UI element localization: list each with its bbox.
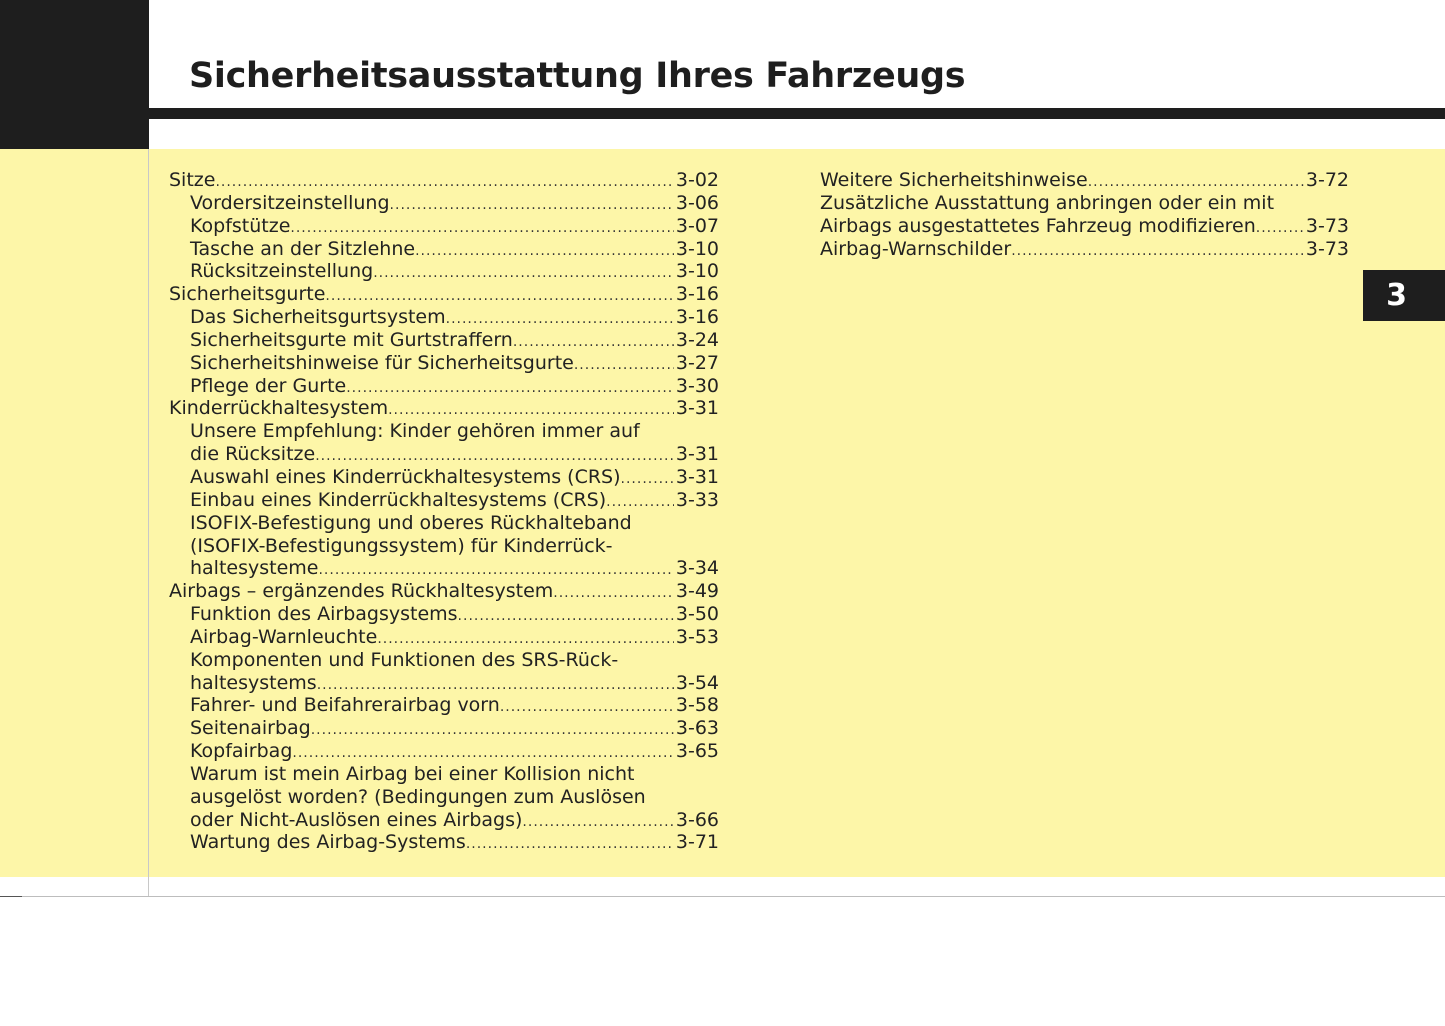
toc-entry[interactable] xyxy=(169,717,719,740)
toc-page-number: 3-30 xyxy=(675,374,719,397)
toc-entry[interactable] xyxy=(169,489,719,512)
toc-leader-dots xyxy=(325,285,673,308)
toc-entry-title: die Rücksitze xyxy=(190,443,316,466)
toc-leader-dots xyxy=(1011,240,1304,263)
toc-entry[interactable] xyxy=(169,626,719,649)
toc-page-number: 3-66 xyxy=(675,808,719,831)
toc-entry[interactable] xyxy=(169,238,719,261)
toc-page-number: 3-73 xyxy=(1305,237,1349,260)
toc-entry[interactable] xyxy=(169,443,719,466)
toc-page-number: 3-73 xyxy=(1305,214,1349,237)
toc-entry[interactable] xyxy=(169,831,719,854)
toc-leader-dots xyxy=(466,833,674,856)
toc-entry-line[interactable]: Warum ist mein Airbag bei einer Kollision nicht xyxy=(190,762,635,785)
toc-entry-line[interactable]: Unsere Empfehlung: Kinder gehören immer auf xyxy=(190,420,640,443)
toc-entry-line[interactable]: Zusätzliche Ausstattung anbringen oder ein mit xyxy=(820,191,1275,214)
toc-entry[interactable] xyxy=(169,352,719,375)
toc-page-number: 3-02 xyxy=(675,169,719,191)
chapter-number: 3 xyxy=(1386,278,1407,313)
toc-page-number: 3-31 xyxy=(675,397,719,420)
toc-page-number: 3-72 xyxy=(1305,169,1349,191)
toc-leader-dots xyxy=(388,399,674,422)
toc-page-number: 3-31 xyxy=(675,443,719,466)
toc-page-number: 3-58 xyxy=(675,694,719,717)
toc-leader-dots xyxy=(377,628,674,651)
toc-entry-title: Sicherheitsgurte xyxy=(169,283,326,306)
toc-entry-title: Tasche an der Sitzlehne xyxy=(190,237,416,260)
toc-leader-dots xyxy=(574,354,674,377)
toc-entry[interactable] xyxy=(169,283,719,306)
toc-entry-title: Seitenairbag xyxy=(190,717,311,740)
page-title: Sicherheitsausstattung Ihres Fahrzeugs xyxy=(189,56,966,96)
toc-entry[interactable] xyxy=(169,809,719,832)
toc-leader-dots xyxy=(1088,171,1304,194)
toc-entry-title: Airbags ausgestattetes Fahrzeug modifizieren xyxy=(820,214,1256,237)
toc-entry-title: Kopfairbag xyxy=(190,740,293,763)
toc-entry-title: Vordersitzeinstellung xyxy=(190,191,390,214)
toc-page-number: 3-34 xyxy=(675,557,719,580)
toc-leader-dots xyxy=(522,811,673,834)
toc-entry-line[interactable]: (ISOFIX-Befestigungssystem) für Kinderrück- xyxy=(190,534,613,557)
toc-entry-title: Sicherheitsgurte mit Gurtstraffern xyxy=(190,328,513,351)
toc-entry-title: Kinderrückhaltesystem xyxy=(169,397,389,420)
toc-entry-title: Airbags – ergänzendes Rückhaltesystem xyxy=(169,580,554,603)
toc-page-number: 3-10 xyxy=(675,237,719,260)
toc-entry[interactable] xyxy=(169,557,719,580)
bottom-rule-accent xyxy=(0,896,22,897)
toc-page-number: 3-50 xyxy=(675,603,719,626)
toc-entry-line[interactable]: Komponenten und Funktionen des SRS-Rück- xyxy=(190,648,619,671)
toc-leader-dots xyxy=(390,194,674,217)
toc-entry[interactable] xyxy=(169,215,719,238)
toc-entry[interactable] xyxy=(169,672,719,695)
title-underline-rule xyxy=(149,108,1445,119)
toc-entry-line[interactable]: ausgelöst worden? (Bedingungen zum Auslösen xyxy=(190,785,646,808)
toc-entry-title: Airbag-Warnschilder xyxy=(820,237,1012,260)
toc-entry-title: haltesysteme xyxy=(190,557,319,580)
toc-leader-dots xyxy=(415,240,674,263)
toc-entry[interactable] xyxy=(169,740,719,763)
toc-page-number: 3-31 xyxy=(675,465,719,488)
toc-leader-dots xyxy=(513,331,674,354)
toc-page-number: 3-71 xyxy=(675,831,719,854)
toc-entry-title: oder Nicht-Auslösen eines Airbags) xyxy=(190,808,523,831)
toc-entry[interactable] xyxy=(169,694,719,717)
toc-entry[interactable] xyxy=(169,306,719,329)
toc-leader-dots xyxy=(346,377,674,400)
toc-entry[interactable] xyxy=(169,375,719,398)
toc-entry[interactable] xyxy=(169,169,719,192)
toc-entry-title: Airbag-Warnleuchte xyxy=(190,625,378,648)
toc-entry[interactable] xyxy=(820,238,1349,261)
toc-entry[interactable] xyxy=(169,580,719,603)
toc-entry-title: Auswahl eines Kinderrückhaltesystems (CRS) xyxy=(190,465,621,488)
toc-entry-title: Weitere Sicherheitshinweise xyxy=(820,169,1088,191)
toc-entry-line[interactable]: ISOFIX-Befestigung und oberes Rückhalteband xyxy=(190,511,632,534)
toc-entry[interactable] xyxy=(169,260,719,283)
toc-page-number: 3-16 xyxy=(675,306,719,329)
toc-leader-dots xyxy=(317,674,674,697)
toc-page-number: 3-33 xyxy=(675,488,719,511)
toc-leader-dots xyxy=(458,605,674,628)
toc-page-number: 3-06 xyxy=(675,191,719,214)
toc-entry[interactable] xyxy=(169,329,719,352)
toc-entry-title: Das Sicherheitsgurtsystem xyxy=(190,306,446,329)
toc-right-column xyxy=(820,169,1349,260)
toc-leader-dots xyxy=(292,742,673,765)
toc-leader-dots xyxy=(290,217,673,240)
toc-entry-title: Rücksitzeinstellung xyxy=(190,260,374,283)
toc-left-column xyxy=(169,169,719,854)
toc-leader-dots xyxy=(606,491,674,514)
toc-page-number: 3-53 xyxy=(675,625,719,648)
toc-entry[interactable] xyxy=(820,215,1349,238)
toc-entry-title: Sitze xyxy=(169,169,216,191)
toc-page-number: 3-65 xyxy=(675,740,719,763)
toc-leader-dots xyxy=(315,445,674,468)
toc-page-number: 3-63 xyxy=(675,717,719,740)
toc-page-number: 3-49 xyxy=(675,580,719,603)
toc-leader-dots xyxy=(215,171,673,194)
toc-page-number: 3-10 xyxy=(675,260,719,283)
toc-entry[interactable] xyxy=(169,603,719,626)
toc-entry-title: Sicherheitshinweise für Sicherheitsgurte xyxy=(190,351,574,374)
toc-page-number: 3-16 xyxy=(675,283,719,306)
toc-leader-dots xyxy=(553,582,674,605)
toc-leader-dots xyxy=(318,559,673,582)
toc-entry[interactable] xyxy=(169,192,719,215)
toc-entry[interactable] xyxy=(169,466,719,489)
toc-page-number: 3-07 xyxy=(675,214,719,237)
chapter-corner-block xyxy=(0,0,149,149)
toc-leader-dots xyxy=(311,719,674,742)
margin-divider xyxy=(148,149,149,896)
toc-entry-title: Kopfstütze xyxy=(190,214,291,237)
toc-entry-title: Pflege der Gurte xyxy=(190,374,347,397)
chapter-tab[interactable] xyxy=(1363,270,1445,321)
bottom-rule xyxy=(0,896,1445,897)
toc-entry[interactable] xyxy=(820,169,1349,192)
toc-page-number: 3-27 xyxy=(675,351,719,374)
toc-leader-dots xyxy=(500,696,674,719)
toc-entry-title: haltesystems xyxy=(190,671,317,694)
toc-page-number: 3-54 xyxy=(675,671,719,694)
toc-entry-title: Funktion des Airbagsystems xyxy=(190,603,458,626)
toc-leader-dots xyxy=(1256,217,1304,240)
toc-leader-dots xyxy=(621,468,674,491)
toc-entry-title: Fahrer- und Beifahrerairbag vorn xyxy=(190,694,500,717)
toc-leader-dots xyxy=(373,262,674,285)
toc-leader-dots xyxy=(446,308,674,331)
toc-page-number: 3-24 xyxy=(675,328,719,351)
toc-entry-title: Wartung des Airbag-Systems xyxy=(190,831,466,854)
toc-entry-title: Einbau eines Kinderrückhaltesystems (CRS) xyxy=(190,488,607,511)
toc-entry[interactable] xyxy=(169,397,719,420)
